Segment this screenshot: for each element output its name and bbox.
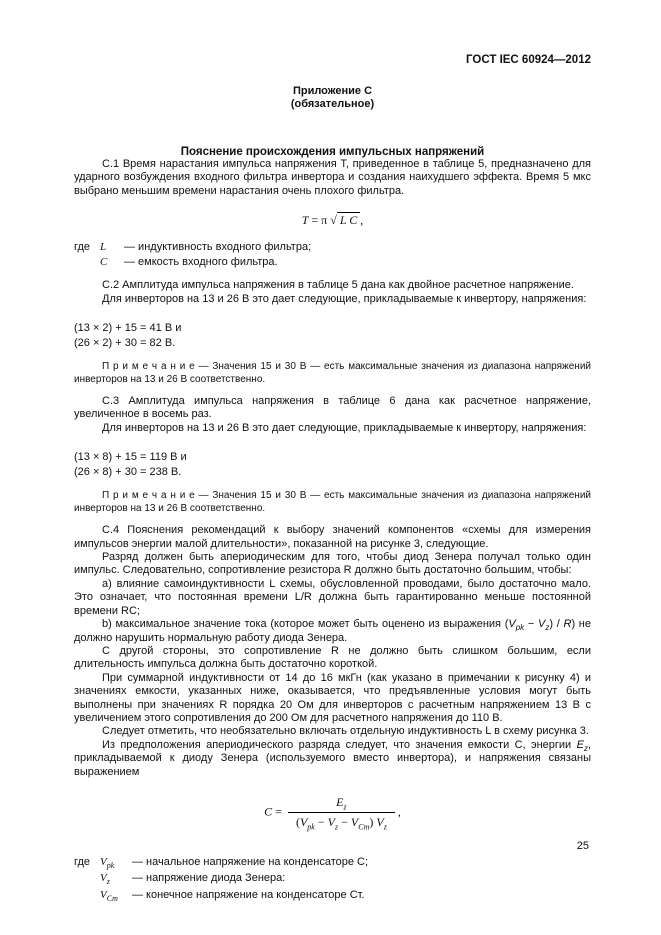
- where-list-1: [74, 240, 591, 269]
- paragraph-c4: С.4 Пояснения рекомендаций к выбору значений компонентов «схемы для измерения импульсов энергии малой длительности», показанной на рисунке 3, следующие.: [74, 524, 591, 550]
- where-intro: где: [74, 855, 91, 868]
- paragraph-c3: С.3 Амплитуда импульса напряжения в таблице 6 дана как расчетное напряжение, увеличенное в восемь раз.: [74, 395, 591, 421]
- page-number: 25: [576, 840, 589, 852]
- document-header: ГОСТ IEC 60924—2012: [466, 54, 591, 66]
- item-b-text-after: не должно нарушить нормальную работу диода Зенера.: [74, 618, 591, 644]
- where-item: [74, 887, 591, 904]
- equation-line: (26 × 2) + 30 = 82 В.: [74, 336, 176, 349]
- paragraph-c4-resistance: С другой стороны, это сопротивление R не должно быть слишком большим, если длительность импульса должна быть достаточно короткой.: [74, 644, 591, 671]
- item-b-text-before: b) максимальное значение тока (которое может быть оценено из выражения: [102, 618, 505, 631]
- formula-rise-time-expression: T = π √ L C ,: [301, 213, 364, 228]
- annex-type: (обязательное): [290, 98, 375, 110]
- where-intro: где: [74, 241, 91, 254]
- where-item: [74, 854, 591, 871]
- equation-line: (13 × 2) + 15 = 41 В и: [74, 322, 182, 335]
- variable-definition: — емкость входного фильтра.: [124, 255, 278, 268]
- formula-capacitance: [74, 795, 591, 830]
- paragraph-c2: С.2 Амплитуда импульса напряжения в таблице 5 дана как двойное расчетное напряжение.: [102, 279, 574, 292]
- variable-definition: — напряжение диода Зенера:: [132, 872, 286, 885]
- paragraph-c4-note-l: Следует отметить, что необязательно включать отдельную индуктивность L в схему рисунка 3.: [102, 725, 589, 738]
- where-item: [74, 240, 591, 255]
- paragraph-c4-inductance: При суммарной индуктивности от 14 до 16 мкГн (как указано в примечании к рисунку 4) и значениях емкости, указанных ниже, оказывается, что предъявленные условия могут быть выполнены при значениях R порядка 20 Ом для инверторов с расчетным напряжением 13 В с увеличением этого сопротивления до 200 Ом для расчетного напряжения до 110 В.: [74, 671, 591, 724]
- variable-definition: — индуктивность входного фильтра;: [124, 241, 312, 254]
- paragraph-c3-intro: Для инверторов на 13 и 26 В это дает следующие, прикладываемые к инвертору, напряжения:: [102, 421, 587, 434]
- variable-definition: — конечное напряжение на конденсаторе Cт.: [132, 888, 365, 901]
- fraction-numerator: $E_z$: [288, 795, 395, 813]
- paragraph-c4-item-a: а) влияние самоиндуктивности L схемы, обусловленной проводами, было достаточно мало. Это означает, что постоянная времени L/R должна быть гарантированно меньше постоянной времени RC;: [74, 577, 591, 617]
- paragraph-c4-item-b: [74, 618, 591, 645]
- paragraph-c4-discharge: Разряд должен быть апериодическим для того, чтобы диод Зенера получал только один импульс. Следовательно, сопротивление резистора R должно быть достаточно большим, чтобы:: [74, 551, 591, 577]
- assumption-text-before: Из предположения апериодического разряда следует, что значения емкости C, энергии: [102, 738, 577, 751]
- formula-rise-time: [74, 213, 591, 228]
- inline-formula-energy: $E_z$: [576, 738, 588, 753]
- equation-line: (13 × 8) + 15 = 119 В и: [74, 451, 187, 464]
- annex-heading: [74, 85, 591, 111]
- annex-label: Приложение С: [292, 85, 373, 97]
- where-item: [74, 870, 591, 887]
- page-title: Пояснение происхождения импульсных напряжений: [180, 146, 485, 158]
- fraction: [288, 795, 395, 830]
- assumption-text-after: , прикладываемой к диоду Зенера (используемого вместо инвертора), и напряжения связаны выражением: [74, 738, 591, 778]
- formula-lhs: C =: [264, 804, 285, 819]
- formula-trailing-punctuation: ,: [397, 804, 401, 819]
- variable-symbol: $V_{pk}$: [100, 855, 115, 871]
- fraction-denominator: $(V_{pk} - V_z - V_{Cm})$ $V_z$: [295, 814, 387, 832]
- paragraph-c4-assumption: [74, 739, 591, 779]
- where-list-2: [74, 854, 591, 904]
- equation-block-c2: [74, 321, 591, 350]
- paragraph-c1: С.1 Время нарастания импульса напряжения Т, приведенное в таблице 5, предназначено для ударного возбуждения входного фильтра инвертора и создания наихудшего эффекта. Время 5 мкс выбрано меньшим времени нарастания очень плохого фильтра.: [74, 158, 591, 197]
- variable-symbol: C: [100, 255, 108, 268]
- variable-definition: — начальное напряжение на конденсаторе C;: [132, 855, 369, 868]
- variable-symbol: $V_{Cm}$: [100, 888, 118, 904]
- note-c2: П р и м е ч а н и е — Значения 15 и 30 В — есть максимальные значения из диапазона напряжений инверторов на 13 и 26 В соответственно.: [74, 361, 591, 386]
- variable-symbol: L: [100, 241, 107, 254]
- equation-line: (26 × 8) + 30 = 238 В.: [74, 465, 182, 478]
- variable-symbol: $V_z$: [100, 872, 110, 887]
- inline-formula-current: $(V_{pk} - V_z) / R$): [504, 618, 576, 633]
- paragraph-c2-intro: Для инверторов на 13 и 26 В это дает следующие, прикладываемые к инвертору, напряжения:: [102, 292, 587, 305]
- equation-block-c3: [74, 450, 591, 479]
- where-item: [74, 255, 591, 270]
- note-c3: П р и м е ч а н и е — Значения 15 и 30 В — есть максимальные значения из диапазона напряжений инверторов на 13 и 26 В соответственно.: [74, 490, 591, 515]
